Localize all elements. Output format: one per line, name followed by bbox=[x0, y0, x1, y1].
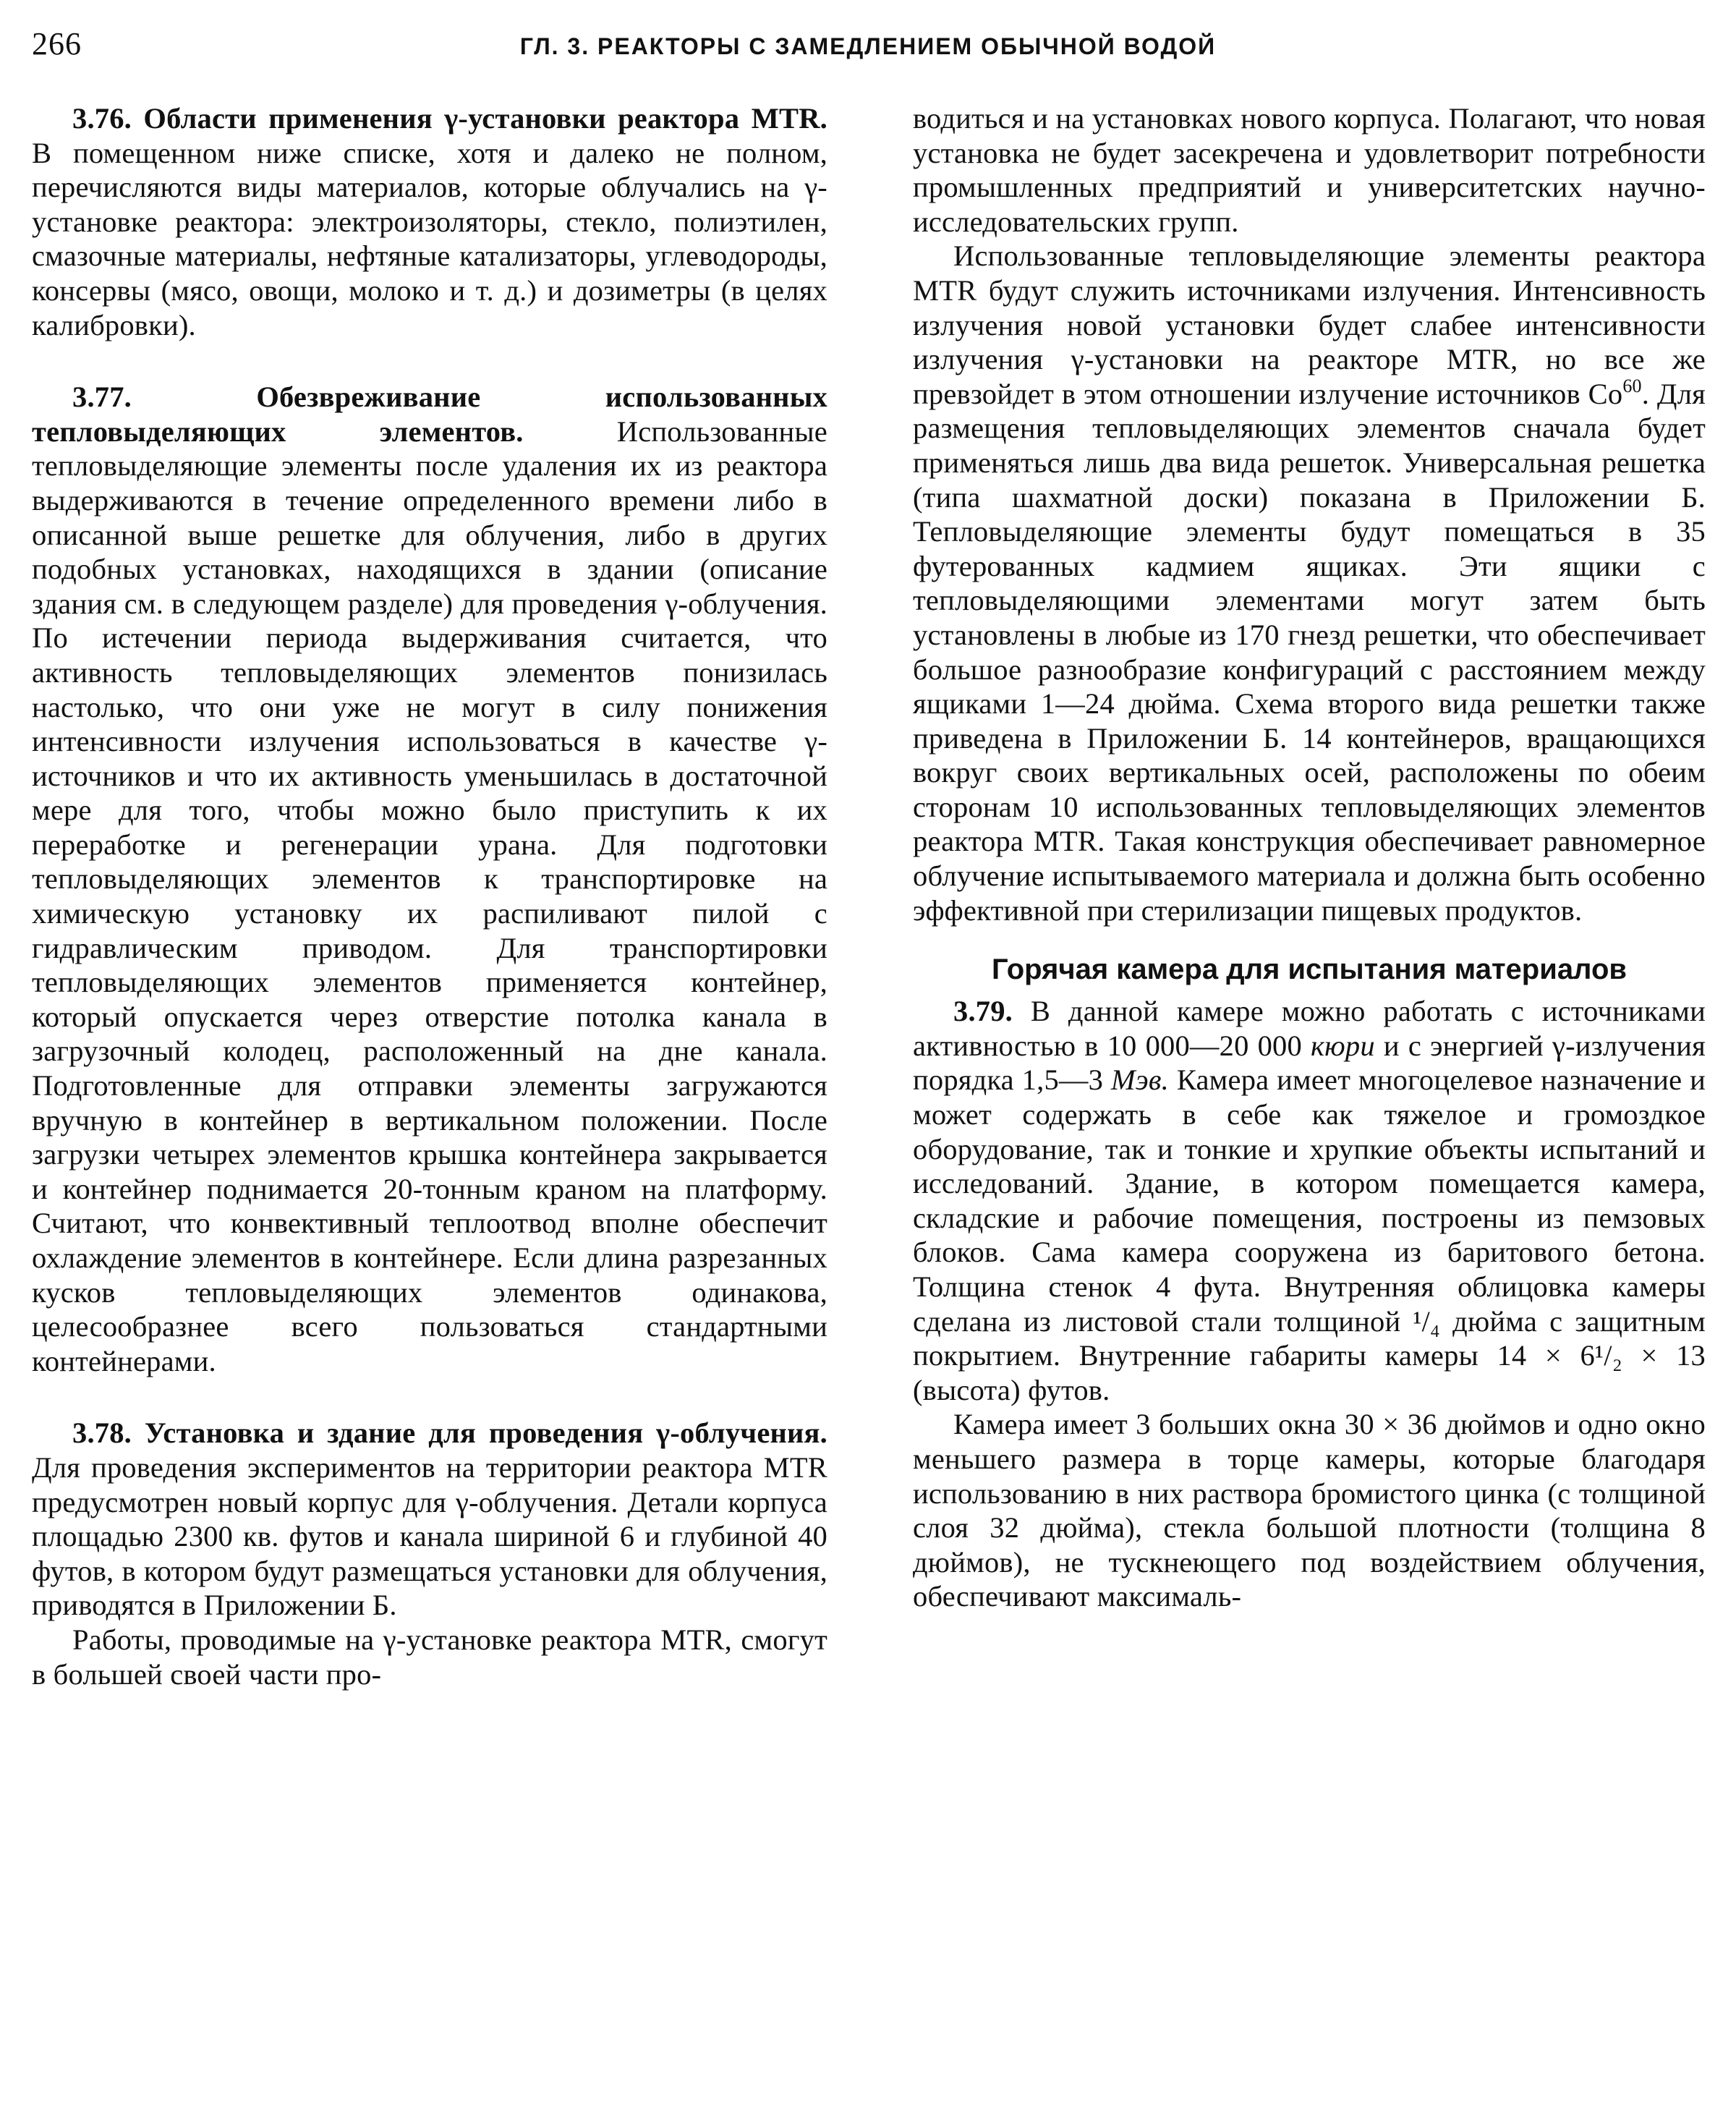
section-3-76 bbox=[32, 101, 827, 342]
text-span: и с энергией γ-излучения порядка 1,5—3 bbox=[913, 1029, 1706, 1097]
section-3-79 bbox=[913, 994, 1706, 1407]
text-span: Использованные тепловыделяющие элементы реактора MTR будут служить источниками излучения. Интенсивность излучения новой установки будет слабее интенсивности излучения γ-установки на реакторе MTR, но все же превзойдет в этом отношении излучение источников Co bbox=[913, 239, 1706, 410]
right-column bbox=[913, 101, 1706, 1614]
running-head: ГЛ. 3. РЕАКТОРЫ С ЗАМЕДЛЕНИЕМ ОБЫЧНОЙ ВОДОЙ bbox=[519, 33, 1217, 59]
section-3-78 bbox=[32, 1416, 827, 1623]
paragraph bbox=[913, 239, 1706, 927]
text-span: Камера имеет многоцелевое назначение и может содержать в себе как тяжелое и громоздкое оборудование, так и тонкие и хрупкие объекты испытаний и исследований. Здание, в котором помещается камера, складские и рабочие помещения, построены из пемзовых блоков. Сама камера сооружена из баритового бетона. Толщина стенок 4 фута. Внутренняя облицовка камеры сделана из листовой стали толщиной bbox=[913, 1063, 1706, 1338]
subheading: Горячая камера для испытания материалов bbox=[992, 953, 1627, 986]
fraction: ¹/₄ bbox=[1413, 1304, 1441, 1338]
paragraph: Камера имеет 3 больших окна 30 × 36 дюймов и одно окно меньшего размера в торце камеры, которые благодаря использованию в них раствора бромистого цинка (с толщиной слоя 32 дюйма), стекла большой плотности (толщина 8 дюймов), не тускнеющего под воздействием облучения, обеспечивают максималь- bbox=[913, 1408, 1706, 1613]
unit-text: кюри bbox=[1311, 1029, 1375, 1062]
section-body: В помещенном ниже списке, хотя и далеко не полном, перечисляются виды материалов, которые облучались на γ-установке реактора: электроизоляторы, стекло, полиэтилен, смазочные материалы, нефтяные катализаторы, углеводороды, консервы (мясо, овощи, молоко и т. д.) и дозиметры (в целях калибровки). bbox=[32, 136, 827, 341]
isotope-superscript: 60 bbox=[1622, 375, 1642, 396]
left-column bbox=[32, 101, 827, 1691]
paragraph: водиться и на установках нового корпуса. Полагают, что новая установка не будет засекречена и удовлетворит потребности промышленных предприятий и университетских научно-исследовательских групп. bbox=[913, 102, 1706, 238]
text-span: . Для размещения тепловыделяющих элементов сначала будет применяться лишь два вида решеток. Универсальная решетка (типа шахматной доски) показана в Приложении Б. Тепловыделяющие элементы будут помещаться в 35 футерованных кадмием ящиках. Эти ящики с тепловыделяющими элементами могут затем быть установлены в любые из 170 гнезд решетки, что обеспечивает большое разнообразие конфигураций с расстоянием между ящиками 1—24 дюйма. Схема второго вида решетки также приведена в Приложении Б. 14 контейнеров, вращающихся вокруг своих вертикальных осей, расположены по обеим сторонам 10 использованных тепловыделяющих элементов реактора MTR. Такая конструкция обеспечивает равномерное облучение испытываемого материала и должна быть особенно эффективной при стерилизации пищевых продуктов. bbox=[913, 377, 1706, 927]
text-span: дюйма с защитным покрытием. Внутренние габариты камеры 14 × 6¹/₂ × 13 (высота) футов. bbox=[913, 1304, 1706, 1406]
section-heading: 3.77. Обезвреживание использованных тепловыделяющих элементов. bbox=[32, 381, 827, 448]
section-number: 3.79. bbox=[953, 995, 1013, 1028]
section-heading: 3.76. Области применения γ-установки реактора MTR. bbox=[72, 102, 827, 135]
section-body: Для проведения экспериментов на территории реактора MTR предусмотрен новый корпус для γ-облучения. Детали корпуса площадью 2300 кв. футов и канала шириной 6 и глубиной 40 футов, в котором будут размещаться установки для облучения, приводятся в Приложении Б. bbox=[32, 1450, 827, 1622]
text-span: В данной камере можно работать с источниками активностью в 10 000—20 000 bbox=[913, 995, 1706, 1062]
section-body: Использованные тепловыделяющие элементы после удаления их из реактора выдерживаются в течение определенного времени либо в описанной выше решетке для облучения, либо в других подобных установках, находящихся в здании (описание здания см. в следующем разделе) для проведения γ-облучения. По истечении периода выдерживания считается, что активность тепловыделяющих элементов понизилась настолько, что они уже не могут в силу понижения интенсивности излучения использоваться в качестве γ-источников и что их активность уменьшилась в достаточной мере для того, чтобы можно было приступить к их переработке и регенерации урана. Для подготовки тепловыделяющих элементов к транспортировке на химическую установку их распиливают пилой с гидравлическим приводом. Для транспортировки тепловыделяющих элементов применяется контейнер, который опускается через отверстие потолка канала в загрузочный колодец, расположенный на дне канала. Подготовленные для отправки элементы загружаются вручную в контейнер в вертикальном положении. После загрузки четырех элементов крышка контейнера закрывается и контейнер поднимается 20-тонным краном на платформу. Считают, что конвективный теплоотвод вполне обеспечит охлаждение элементов в контейнере. Если длина разрезанных кусков тепловыделяющих элементов одинакова, целесообразнее всего пользоваться стандартными контейнерами. bbox=[32, 415, 827, 1377]
page-number: 266 bbox=[32, 26, 82, 61]
unit-text: Мэв. bbox=[1110, 1063, 1169, 1097]
page-header bbox=[32, 22, 1704, 65]
section-3-77 bbox=[32, 380, 827, 1378]
section-heading: 3.78. Установка и здание для проведения γ-облучения. bbox=[72, 1416, 827, 1450]
paragraph: Работы, проводимые на γ-установке реактора MTR, смогут в большей своей части про- bbox=[32, 1623, 827, 1691]
